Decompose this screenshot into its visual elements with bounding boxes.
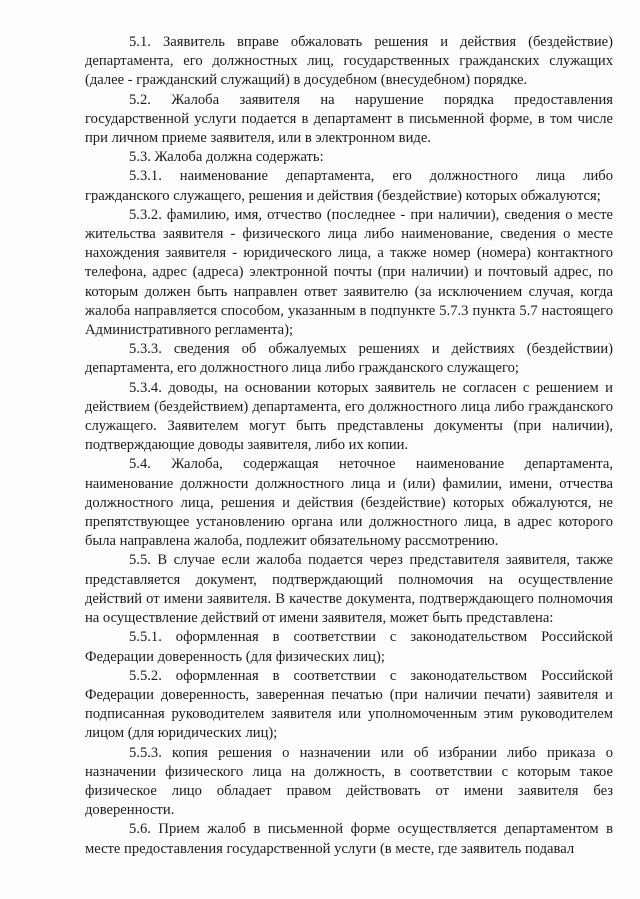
paragraph-5-3-1: 5.3.1. наименование департамента, его должностного лица либо гражданского служащего, решения и действия (бездействие) которых обжалуются; <box>85 168 613 204</box>
paragraph-5-3-2: 5.3.2. фамилию, имя, отчество (последнее - при наличии), сведения о месте жительства заявителя - физического лица либо наименование, сведения о месте нахождения заявителя - юридического лица, а также номер (номера) контактного телефона, адрес (адреса) электронной почты (при наличии) и почтовый адрес, по которым должен быть направлен ответ заявителю (за исключением случая, когда жалоба направляется способом, указанным в подпункте 5.7.3 пункта 5.7 настоящего Административного регламента); <box>85 206 613 339</box>
paragraph-5-3-4: 5.3.4. доводы, на основании которых заявитель не согласен с решением и действием (бездействием) департамента, его должностного лица либо гражданского служащего. Заявителем могут быть представлены документы (при наличии), подтверждающие доводы заявителя, либо их копии. <box>85 379 613 454</box>
paragraph-5-1: 5.1. Заявитель вправе обжаловать решения и действия (бездействие) департамента, его должностных лиц, государственных гражданских служащих (далее - гражданский служащий) в досудебном (внесудебном) порядке. <box>85 34 613 89</box>
document-body <box>85 33 613 859</box>
paragraph-5-5-1: 5.5.1. оформленная в соответствии с законодательством Российской Федерации доверенность (для физических лиц); <box>85 629 613 665</box>
paragraph-5-2: 5.2. Жалоба заявителя на нарушение порядка предоставления государственной услуги подается в департамент в письменной форме, в том числе при личном приеме заявителя, или в электронном виде. <box>85 91 613 147</box>
paragraph-5-3-3: 5.3.3. сведения об обжалуемых решениях и действиях (бездействии) департамента, его должностного лица либо гражданского служащего; <box>85 341 613 377</box>
paragraph-5-6: 5.6. Прием жалоб в письменной форме осуществляется департаментом в месте предоставления государственной услуги (в месте, где заявитель подавал <box>85 821 613 857</box>
paragraph-5-4: 5.4. Жалоба, содержащая неточное наименование департамента, наименование должности должностного лица и (или) фамилии, имени, отчества должностного лица, решения и действия (бездействие) которых обжалуются, не препятствующее установлению органа или должностного лица, в адрес которого была направлена жалоба, подлежит обязательному рассмотрению. <box>85 456 613 550</box>
paragraph-5-5: 5.5. В случае если жалоба подается через представителя заявителя, также представляется документ, подтверждающий полномочия на осуществление действий от имени заявителя. В качестве документа, подтверждающего полномочия на осуществление действий от имени заявителя, может быть представлена: <box>85 552 613 627</box>
paragraph-5-5-3: 5.5.3. копия решения о назначении или об избрании либо приказа о назначении физического лица на должность, в соответствии с которым такое физическое лицо обладает правом действовать от имени заявителя без доверенности. <box>85 744 613 819</box>
paragraph-5-3: 5.3. Жалоба должна содержать: <box>129 149 324 166</box>
paragraph-5-5-2: 5.5.2. оформленная в соответствии с законодательством Российской Федерации доверенность, заверенная печатью (при наличии печати) заявителя и подписанная руководителем заявителя или уполномоченным этим руководителем лицом (для юридических лиц); <box>85 667 613 742</box>
